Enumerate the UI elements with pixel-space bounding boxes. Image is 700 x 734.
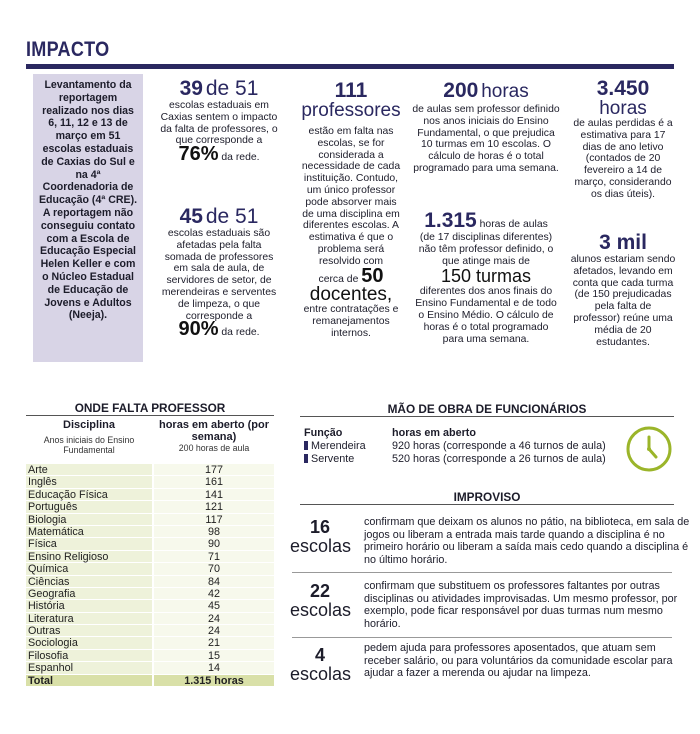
stat-tail: da rede. (221, 327, 260, 339)
col-funcao: Função (304, 427, 343, 439)
stat-professores (292, 80, 410, 340)
cell-disciplina: Filosofia (26, 650, 152, 661)
stat-cerca: cerca de (318, 273, 359, 285)
table-row (26, 551, 274, 563)
section-title-improviso: IMPROVISO (453, 490, 521, 504)
cell-horas: 14 (154, 662, 274, 673)
table-row (26, 625, 274, 637)
col-disciplina: Disciplina (63, 419, 115, 431)
table-row (26, 514, 274, 526)
stat-text: de aulas sem professor definido nos anos iniciais do Ensino Fundamental, o que prejudica 10 turmas em 10 escolas. O cálculo de horas é o total programado para uma semana. (412, 104, 560, 174)
stat-number-2: 50 (361, 264, 384, 287)
separator (292, 637, 672, 638)
table-row (26, 650, 274, 662)
cell-disciplina: Português (26, 501, 152, 512)
stat-lead: horas de aulas (479, 219, 548, 230)
cell-disciplina: Matemática (26, 526, 152, 537)
page-title: IMPACTO (26, 38, 110, 61)
cell-disciplina: Sociologia (26, 637, 152, 648)
cell-horas: 45 (154, 600, 274, 611)
cell-disciplina: Física (26, 538, 152, 549)
cell-disciplina: Biologia (26, 514, 152, 525)
table-row (26, 637, 274, 649)
stat-text: (de 17 disciplinas diferentes) não têm professor definido, o que atinge mais de (418, 232, 554, 267)
separator (292, 572, 672, 573)
stat-number: 3.450 (596, 77, 650, 100)
cell-disciplina: Arte (26, 464, 152, 475)
cell-horas: 24 (154, 613, 274, 624)
cell-horas: 15 (154, 650, 274, 661)
stat-of: de 51 (205, 205, 259, 228)
cell-horas: 161 (154, 476, 274, 487)
cell-disciplina: Inglês (26, 476, 152, 487)
stat-200-horas (412, 80, 560, 175)
cell-disciplina: Espanhol (26, 662, 152, 673)
table-row (26, 600, 274, 612)
cell-horas: 177 (154, 464, 274, 475)
cell-horas: 70 (154, 563, 274, 574)
cell-horas: 42 (154, 588, 274, 599)
cell-total-value: 1.315 horas (154, 675, 274, 686)
stat-number: 45 (179, 205, 203, 228)
table-total-row (26, 675, 274, 687)
section-title-onde-falta: ONDE FALTA PROFESSOR (74, 401, 226, 415)
stat-percent: 76% (178, 143, 219, 166)
cell-total-label: Total (26, 675, 152, 686)
stat-percent: 90% (178, 318, 219, 341)
cell-horas: 98 (154, 526, 274, 537)
cell-disciplina: Educação Física (26, 489, 152, 500)
section-rule (300, 416, 674, 417)
stat-text: de aulas perdidas é a estimativa para 17 dias de ano letivo (contados de 20 fevereiro a 14 de março, considerando os dias úteis). (573, 118, 673, 200)
disciplinas-table (26, 464, 274, 687)
stat-unit: horas (481, 81, 529, 102)
table-col2-header (154, 419, 274, 453)
table-row (26, 476, 274, 488)
table-row (26, 489, 274, 501)
improviso-text-2: confirmam que substituem os professores faltantes por outras disciplinas ou atividades improvisadas. Um mesmo professor, por exemplo, pode ficar responsável por duas turmas num mesmo horário. (364, 580, 678, 630)
table-row (26, 526, 274, 538)
horas-item: 920 horas (corresponde a 46 turnos de aula) (392, 440, 606, 452)
stat-number: 1.315 (424, 209, 477, 232)
section-rule (26, 415, 274, 416)
stat-text: estão em falta nas escolas, se for considerada a necessidade de cada instituição. Contudo, um único professor pode absorver mais de uma disciplina em diferentes escolas. A estimativa é que o problema será resolvido com (301, 126, 401, 267)
funcao-item: Merendeira (304, 440, 394, 453)
cell-horas: 121 (154, 501, 274, 512)
improviso-text-3: pedem ajuda para professores aposentados, que atuam sem receber salário, ou para voluntários da comunidade escolar para ajudar a fazer a merenda ou ajudar na limpeza. (364, 642, 673, 680)
table-row (26, 464, 274, 476)
stat-3mil-alunos (570, 232, 676, 348)
stat-big: 150 turmas (440, 266, 532, 287)
stat-tail: entre contratações e remanejamentos internos. (303, 304, 399, 339)
stat-unit: horas (599, 98, 647, 119)
stat-1315-horas (412, 210, 560, 345)
intro-box: Levantamento da reportagem realizado nos dias 6, 11, 12 e 13 de março em 51 escolas estaduais de Caxias do Sul e na 4ª Coordenadoria de Educação (4ª CRE). A reportagem não conseguiu contato com a Escola de Educação Especial Helen Keller e com o Núcleo Estadual de Educação de Jovens e Adultos (Neeja). (33, 74, 143, 362)
title-rule (26, 64, 674, 69)
cell-horas: 90 (154, 538, 274, 549)
cell-horas: 117 (154, 514, 274, 525)
horas-list (392, 440, 622, 465)
horas-item: 520 horas (corresponde a 26 turnos de aula) (392, 452, 606, 465)
funcao-list (304, 440, 394, 465)
cell-horas: 21 (154, 637, 274, 648)
cell-disciplina: Geografia (26, 588, 152, 599)
stat-of: de 51 (205, 77, 259, 100)
stat-number: 200 (443, 79, 479, 102)
stat-escolas-impacto (158, 78, 280, 164)
stat-3450-horas (570, 78, 676, 201)
table-row (26, 563, 274, 575)
stat-unit-2: docentes, (309, 284, 393, 306)
cell-horas: 24 (154, 625, 274, 636)
improviso-text-1: confirmam que deixam os alunos no pátio, na biblioteca, em sala de jogos ou liberam a entrada mais tarde quando a disciplina é no primeiro horário ou liberam a saída mais cedo quando a disciplina é no último horário. (364, 516, 690, 566)
cell-disciplina: História (26, 600, 152, 611)
stat-text: alunos estariam sendo afetados, levando em conta que cada turma (de 150 prejudicadas pela falta de professor) reúne uma média de 20 estudantes. (570, 254, 676, 348)
clock-icon (624, 424, 674, 474)
cell-horas: 84 (154, 576, 274, 587)
stat-text: escolas estaduais em Caxias sentem o impacto da falta de professores, o que corresponde a (160, 100, 278, 147)
table-row (26, 576, 274, 588)
stat-tail: diferentes dos anos finais do Ensino Fundamental e de todo o Ensino Médio. O cálculo de horas é o total programado para uma semana. (415, 286, 557, 345)
improviso-count-2: 22 escolas (290, 581, 352, 620)
col-horas-sub: 200 horas de aula (178, 443, 250, 453)
table-row (26, 538, 274, 550)
stat-number: 39 (179, 77, 203, 100)
col-disciplina-sub: Anos iniciais do Ensino Fundamental (43, 435, 135, 455)
cell-disciplina: Ciências (26, 576, 152, 587)
stat-text: escolas estaduais são afetadas pela falta somada de professores em sala de aula, de servidores de setor, de merendeiras e serventes de limpeza, o que corresponde a (161, 228, 277, 322)
improviso-count-1: 16 escolas (290, 517, 352, 556)
section-rule (300, 504, 674, 505)
cell-disciplina: Literatura (26, 613, 152, 624)
col-horas: horas em aberto (por semana) (158, 419, 270, 443)
table-row (26, 662, 274, 674)
table-row (26, 588, 274, 600)
improviso-count-3: 4 escolas (290, 645, 352, 684)
cell-disciplina: Ensino Religioso (26, 551, 152, 562)
funcao-item: Servente (304, 453, 394, 466)
section-title-mao-de-obra: MÃO DE OBRA DE FUNCIONÁRIOS (387, 402, 587, 416)
table-row (26, 501, 274, 513)
cell-disciplina: Química (26, 563, 152, 574)
cell-disciplina: Outras (26, 625, 152, 636)
stat-escolas-afetadas (158, 206, 280, 339)
cell-horas: 71 (154, 551, 274, 562)
stat-number: 3 mil (599, 231, 647, 254)
stat-number: 111 (334, 79, 368, 102)
table-col1-header (26, 419, 152, 455)
stat-unit: professores (301, 100, 401, 121)
cell-horas: 141 (154, 489, 274, 500)
table-row (26, 613, 274, 625)
col-horas-aberto: horas em aberto (392, 427, 477, 439)
stat-tail: da rede. (221, 152, 260, 164)
